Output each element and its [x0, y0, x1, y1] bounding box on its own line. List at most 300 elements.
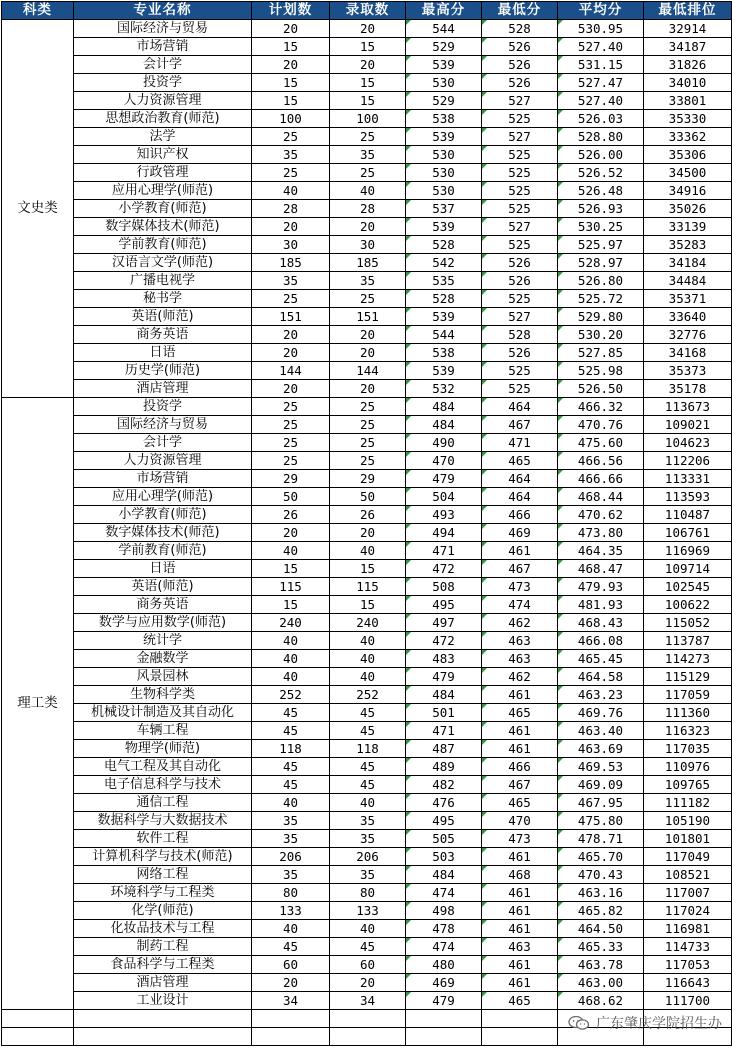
value-cell: 35178 [644, 380, 732, 398]
value-cell: 240 [252, 614, 330, 632]
major-name-cell: 数据科学与大数据技术 [74, 812, 252, 830]
value-cell: 33362 [644, 128, 732, 146]
value-cell: 467.95 [558, 794, 644, 812]
value-cell: 117035 [644, 740, 732, 758]
wechat-icon [568, 1015, 590, 1031]
value-cell: 100 [252, 110, 330, 128]
major-name-cell: 化妆品技术与工程 [74, 920, 252, 938]
value-cell: 463.23 [558, 686, 644, 704]
value-cell: 463 [482, 650, 558, 668]
column-header: 录取数 [330, 2, 406, 20]
value-cell: 479 [406, 668, 482, 686]
value-cell: 463 [482, 632, 558, 650]
value-cell: 494 [406, 524, 482, 542]
major-name-cell: 物理学(师范) [74, 740, 252, 758]
value-cell: 489 [406, 758, 482, 776]
value-cell: 116643 [644, 974, 732, 992]
major-name-cell: 汉语言文学(师范) [74, 254, 252, 272]
value-cell: 525 [482, 290, 558, 308]
value-cell: 40 [330, 182, 406, 200]
table-row [2, 560, 732, 578]
value-cell: 503 [406, 848, 482, 866]
value-cell: 35330 [644, 110, 732, 128]
value-cell: 33139 [644, 218, 732, 236]
value-cell: 102545 [644, 578, 732, 596]
value-cell: 468.43 [558, 614, 644, 632]
value-cell: 29 [330, 470, 406, 488]
value-cell: 466 [482, 758, 558, 776]
value-cell: 32914 [644, 20, 732, 38]
value-cell: 20 [252, 524, 330, 542]
value-cell: 45 [252, 776, 330, 794]
value-cell: 466.56 [558, 452, 644, 470]
empty-cell [252, 1028, 330, 1046]
value-cell: 478 [406, 920, 482, 938]
value-cell: 461 [482, 542, 558, 560]
value-cell: 45 [252, 722, 330, 740]
value-cell: 104623 [644, 434, 732, 452]
value-cell: 526.03 [558, 110, 644, 128]
table-row [2, 740, 732, 758]
table-row [2, 362, 732, 380]
value-cell: 473.80 [558, 524, 644, 542]
value-cell: 526 [482, 74, 558, 92]
table-row [2, 884, 732, 902]
value-cell: 15 [252, 596, 330, 614]
value-cell: 26 [252, 506, 330, 524]
value-cell: 461 [482, 920, 558, 938]
value-cell: 526 [482, 272, 558, 290]
table-row [2, 704, 732, 722]
value-cell: 493 [406, 506, 482, 524]
table-row [2, 956, 732, 974]
table-row [2, 524, 732, 542]
value-cell: 35 [252, 812, 330, 830]
value-cell: 111360 [644, 704, 732, 722]
major-name-cell: 电子信息科学与技术 [74, 776, 252, 794]
value-cell: 45 [330, 776, 406, 794]
value-cell: 35373 [644, 362, 732, 380]
value-cell: 527.47 [558, 74, 644, 92]
value-cell: 483 [406, 650, 482, 668]
value-cell: 185 [330, 254, 406, 272]
major-name-cell: 软件工程 [74, 830, 252, 848]
column-header: 平均分 [558, 2, 644, 20]
table-row [2, 380, 732, 398]
value-cell: 465 [482, 992, 558, 1010]
value-cell: 526 [482, 254, 558, 272]
value-cell: 25 [252, 398, 330, 416]
value-cell: 35 [330, 146, 406, 164]
value-cell: 469.53 [558, 758, 644, 776]
value-cell: 40 [330, 542, 406, 560]
value-cell: 20 [252, 326, 330, 344]
value-cell: 475.80 [558, 812, 644, 830]
value-cell: 117049 [644, 848, 732, 866]
table-row [2, 632, 732, 650]
table-row [2, 272, 732, 290]
value-cell: 539 [406, 128, 482, 146]
value-cell: 471 [406, 722, 482, 740]
value-cell: 528 [406, 290, 482, 308]
value-cell: 469 [406, 974, 482, 992]
value-cell: 115 [330, 578, 406, 596]
major-name-cell: 通信工程 [74, 794, 252, 812]
value-cell: 539 [406, 56, 482, 74]
value-cell: 528.97 [558, 254, 644, 272]
major-name-cell: 国际经济与贸易 [74, 20, 252, 38]
value-cell: 542 [406, 254, 482, 272]
value-cell: 185 [252, 254, 330, 272]
value-cell: 80 [330, 884, 406, 902]
value-cell: 462 [482, 614, 558, 632]
major-name-cell: 国际经济与贸易 [74, 416, 252, 434]
value-cell: 527.40 [558, 92, 644, 110]
major-name-cell: 商务英语 [74, 596, 252, 614]
value-cell: 461 [482, 848, 558, 866]
value-cell: 525.72 [558, 290, 644, 308]
value-cell: 538 [406, 110, 482, 128]
major-name-cell: 网络工程 [74, 866, 252, 884]
value-cell: 479 [406, 470, 482, 488]
value-cell: 113331 [644, 470, 732, 488]
value-cell: 471 [482, 434, 558, 452]
value-cell: 34 [330, 992, 406, 1010]
value-cell: 60 [330, 956, 406, 974]
value-cell: 40 [330, 650, 406, 668]
value-cell: 118 [252, 740, 330, 758]
major-name-cell: 人力资源管理 [74, 92, 252, 110]
major-name-cell: 投资学 [74, 74, 252, 92]
value-cell: 525 [482, 146, 558, 164]
major-name-cell: 机械设计制造及其自动化 [74, 704, 252, 722]
value-cell: 40 [330, 668, 406, 686]
value-cell: 20 [330, 380, 406, 398]
major-name-cell: 工业设计 [74, 992, 252, 1010]
value-cell: 115052 [644, 614, 732, 632]
value-cell: 40 [252, 182, 330, 200]
value-cell: 526.93 [558, 200, 644, 218]
value-cell: 25 [330, 128, 406, 146]
table-row [2, 290, 732, 308]
value-cell: 465 [482, 704, 558, 722]
table-row [2, 326, 732, 344]
value-cell: 34916 [644, 182, 732, 200]
major-name-cell: 行政管理 [74, 164, 252, 182]
value-cell: 528 [482, 326, 558, 344]
value-cell: 527 [482, 218, 558, 236]
value-cell: 531.15 [558, 56, 644, 74]
table-row [2, 542, 732, 560]
value-cell: 478.71 [558, 830, 644, 848]
empty-cell [2, 1010, 74, 1028]
value-cell: 113593 [644, 488, 732, 506]
value-cell: 15 [330, 92, 406, 110]
value-cell: 15 [252, 74, 330, 92]
column-header: 最低排位 [644, 2, 732, 20]
value-cell: 473 [482, 578, 558, 596]
value-cell: 34500 [644, 164, 732, 182]
value-cell: 530.20 [558, 326, 644, 344]
value-cell: 110976 [644, 758, 732, 776]
value-cell: 466.66 [558, 470, 644, 488]
value-cell: 461 [482, 686, 558, 704]
value-cell: 463 [482, 938, 558, 956]
value-cell: 467 [482, 560, 558, 578]
value-cell: 15 [330, 38, 406, 56]
value-cell: 34184 [644, 254, 732, 272]
value-cell: 526 [482, 344, 558, 362]
table-row [2, 848, 732, 866]
major-name-cell: 学前教育(师范) [74, 236, 252, 254]
table-row [2, 164, 732, 182]
major-name-cell: 数学与应用数学(师范) [74, 614, 252, 632]
value-cell: 525 [482, 164, 558, 182]
value-cell: 111182 [644, 794, 732, 812]
major-name-cell: 历史学(师范) [74, 362, 252, 380]
major-name-cell: 市场营销 [74, 38, 252, 56]
table-row [2, 506, 732, 524]
value-cell: 464 [482, 488, 558, 506]
major-name-cell: 会计学 [74, 434, 252, 452]
major-name-cell: 秘书学 [74, 290, 252, 308]
value-cell: 479.93 [558, 578, 644, 596]
table-row [2, 812, 732, 830]
table-row [2, 596, 732, 614]
value-cell: 481.93 [558, 596, 644, 614]
value-cell: 465.33 [558, 938, 644, 956]
major-name-cell: 金融数学 [74, 650, 252, 668]
value-cell: 474 [406, 884, 482, 902]
value-cell: 100622 [644, 596, 732, 614]
table-row [2, 416, 732, 434]
major-name-cell: 计算机科学与技术(师范) [74, 848, 252, 866]
value-cell: 544 [406, 20, 482, 38]
value-cell: 528 [482, 20, 558, 38]
table-row [2, 92, 732, 110]
table-row [2, 236, 732, 254]
watermark-text: 广东肇庆学院招生办 [596, 1016, 722, 1032]
value-cell: 464.50 [558, 920, 644, 938]
value-cell: 20 [252, 56, 330, 74]
value-cell: 118 [330, 740, 406, 758]
value-cell: 501 [406, 704, 482, 722]
major-name-cell: 化学(师范) [74, 902, 252, 920]
value-cell: 115 [252, 578, 330, 596]
value-cell: 40 [330, 632, 406, 650]
value-cell: 532 [406, 380, 482, 398]
major-name-cell: 法学 [74, 128, 252, 146]
major-name-cell: 应用心理学(师范) [74, 182, 252, 200]
value-cell: 465 [482, 452, 558, 470]
value-cell: 508 [406, 578, 482, 596]
value-cell: 480 [406, 956, 482, 974]
value-cell: 20 [330, 20, 406, 38]
column-header: 科类 [2, 2, 74, 20]
value-cell: 530 [406, 164, 482, 182]
table-row [2, 488, 732, 506]
value-cell: 110487 [644, 506, 732, 524]
value-cell: 20 [330, 344, 406, 362]
table-row [2, 992, 732, 1010]
value-cell: 470.43 [558, 866, 644, 884]
value-cell: 526 [482, 38, 558, 56]
value-cell: 20 [252, 218, 330, 236]
value-cell: 466.08 [558, 632, 644, 650]
value-cell: 490 [406, 434, 482, 452]
table-row [2, 218, 732, 236]
value-cell: 25 [252, 128, 330, 146]
major-name-cell: 日语 [74, 560, 252, 578]
table-row [2, 668, 732, 686]
major-name-cell: 英语(师范) [74, 308, 252, 326]
value-cell: 105190 [644, 812, 732, 830]
value-cell: 34010 [644, 74, 732, 92]
empty-cell [406, 1028, 482, 1046]
value-cell: 465.82 [558, 902, 644, 920]
value-cell: 35 [252, 146, 330, 164]
value-cell: 35 [330, 272, 406, 290]
table-row [2, 56, 732, 74]
value-cell: 100 [330, 110, 406, 128]
value-cell: 482 [406, 776, 482, 794]
value-cell: 467 [482, 416, 558, 434]
value-cell: 15 [252, 38, 330, 56]
value-cell: 252 [330, 686, 406, 704]
value-cell: 470 [482, 812, 558, 830]
value-cell: 484 [406, 398, 482, 416]
value-cell: 40 [252, 632, 330, 650]
value-cell: 50 [252, 488, 330, 506]
value-cell: 475.60 [558, 434, 644, 452]
value-cell: 470 [406, 452, 482, 470]
value-cell: 133 [330, 902, 406, 920]
value-cell: 116981 [644, 920, 732, 938]
value-cell: 474 [482, 596, 558, 614]
category-cell: 文史类 [2, 20, 74, 398]
major-name-cell: 应用心理学(师范) [74, 488, 252, 506]
value-cell: 20 [252, 380, 330, 398]
value-cell: 468.44 [558, 488, 644, 506]
value-cell: 461 [482, 956, 558, 974]
table-row [2, 452, 732, 470]
table-row [2, 146, 732, 164]
value-cell: 504 [406, 488, 482, 506]
value-cell: 117024 [644, 902, 732, 920]
table-row [2, 614, 732, 632]
value-cell: 498 [406, 902, 482, 920]
value-cell: 463.40 [558, 722, 644, 740]
value-cell: 535 [406, 272, 482, 290]
value-cell: 495 [406, 596, 482, 614]
value-cell: 40 [252, 668, 330, 686]
value-cell: 526 [482, 56, 558, 74]
value-cell: 528.80 [558, 128, 644, 146]
value-cell: 50 [330, 488, 406, 506]
value-cell: 25 [330, 434, 406, 452]
value-cell: 470.76 [558, 416, 644, 434]
empty-cell [74, 1028, 252, 1046]
value-cell: 463.00 [558, 974, 644, 992]
value-cell: 30 [330, 236, 406, 254]
table-row [2, 938, 732, 956]
value-cell: 528 [406, 236, 482, 254]
value-cell: 40 [330, 794, 406, 812]
value-cell: 45 [330, 722, 406, 740]
value-cell: 466.32 [558, 398, 644, 416]
value-cell: 144 [330, 362, 406, 380]
major-name-cell: 英语(师范) [74, 578, 252, 596]
value-cell: 40 [252, 794, 330, 812]
value-cell: 15 [252, 560, 330, 578]
value-cell: 484 [406, 416, 482, 434]
value-cell: 109765 [644, 776, 732, 794]
value-cell: 45 [330, 938, 406, 956]
value-cell: 468.62 [558, 992, 644, 1010]
value-cell: 20 [330, 326, 406, 344]
value-cell: 461 [482, 974, 558, 992]
value-cell: 529 [406, 38, 482, 56]
value-cell: 530.95 [558, 20, 644, 38]
value-cell: 462 [482, 668, 558, 686]
table-row [2, 254, 732, 272]
value-cell: 144 [252, 362, 330, 380]
value-cell: 20 [252, 974, 330, 992]
value-cell: 32776 [644, 326, 732, 344]
value-cell: 463.78 [558, 956, 644, 974]
value-cell: 45 [252, 938, 330, 956]
value-cell: 529.80 [558, 308, 644, 326]
table-row [2, 866, 732, 884]
table-row [2, 578, 732, 596]
value-cell: 25 [330, 290, 406, 308]
value-cell: 525 [482, 380, 558, 398]
value-cell: 461 [482, 884, 558, 902]
value-cell: 28 [252, 200, 330, 218]
value-cell: 15 [330, 560, 406, 578]
value-cell: 35026 [644, 200, 732, 218]
value-cell: 116969 [644, 542, 732, 560]
value-cell: 25 [252, 434, 330, 452]
value-cell: 15 [330, 74, 406, 92]
value-cell: 45 [252, 758, 330, 776]
value-cell: 206 [330, 848, 406, 866]
value-cell: 474 [406, 938, 482, 956]
value-cell: 114733 [644, 938, 732, 956]
value-cell: 461 [482, 740, 558, 758]
empty-cell [2, 1028, 74, 1046]
value-cell: 20 [330, 974, 406, 992]
value-cell: 497 [406, 614, 482, 632]
value-cell: 495 [406, 812, 482, 830]
value-cell: 109021 [644, 416, 732, 434]
value-cell: 484 [406, 866, 482, 884]
major-name-cell: 日语 [74, 344, 252, 362]
watermark [568, 1013, 722, 1033]
value-cell: 479 [406, 992, 482, 1010]
value-cell: 112206 [644, 452, 732, 470]
value-cell: 151 [330, 308, 406, 326]
value-cell: 487 [406, 740, 482, 758]
major-name-cell: 风景园林 [74, 668, 252, 686]
empty-cell [330, 1028, 406, 1046]
value-cell: 464 [482, 398, 558, 416]
value-cell: 34187 [644, 38, 732, 56]
value-cell: 40 [252, 542, 330, 560]
table-row [2, 650, 732, 668]
table-row [2, 830, 732, 848]
value-cell: 25 [252, 290, 330, 308]
